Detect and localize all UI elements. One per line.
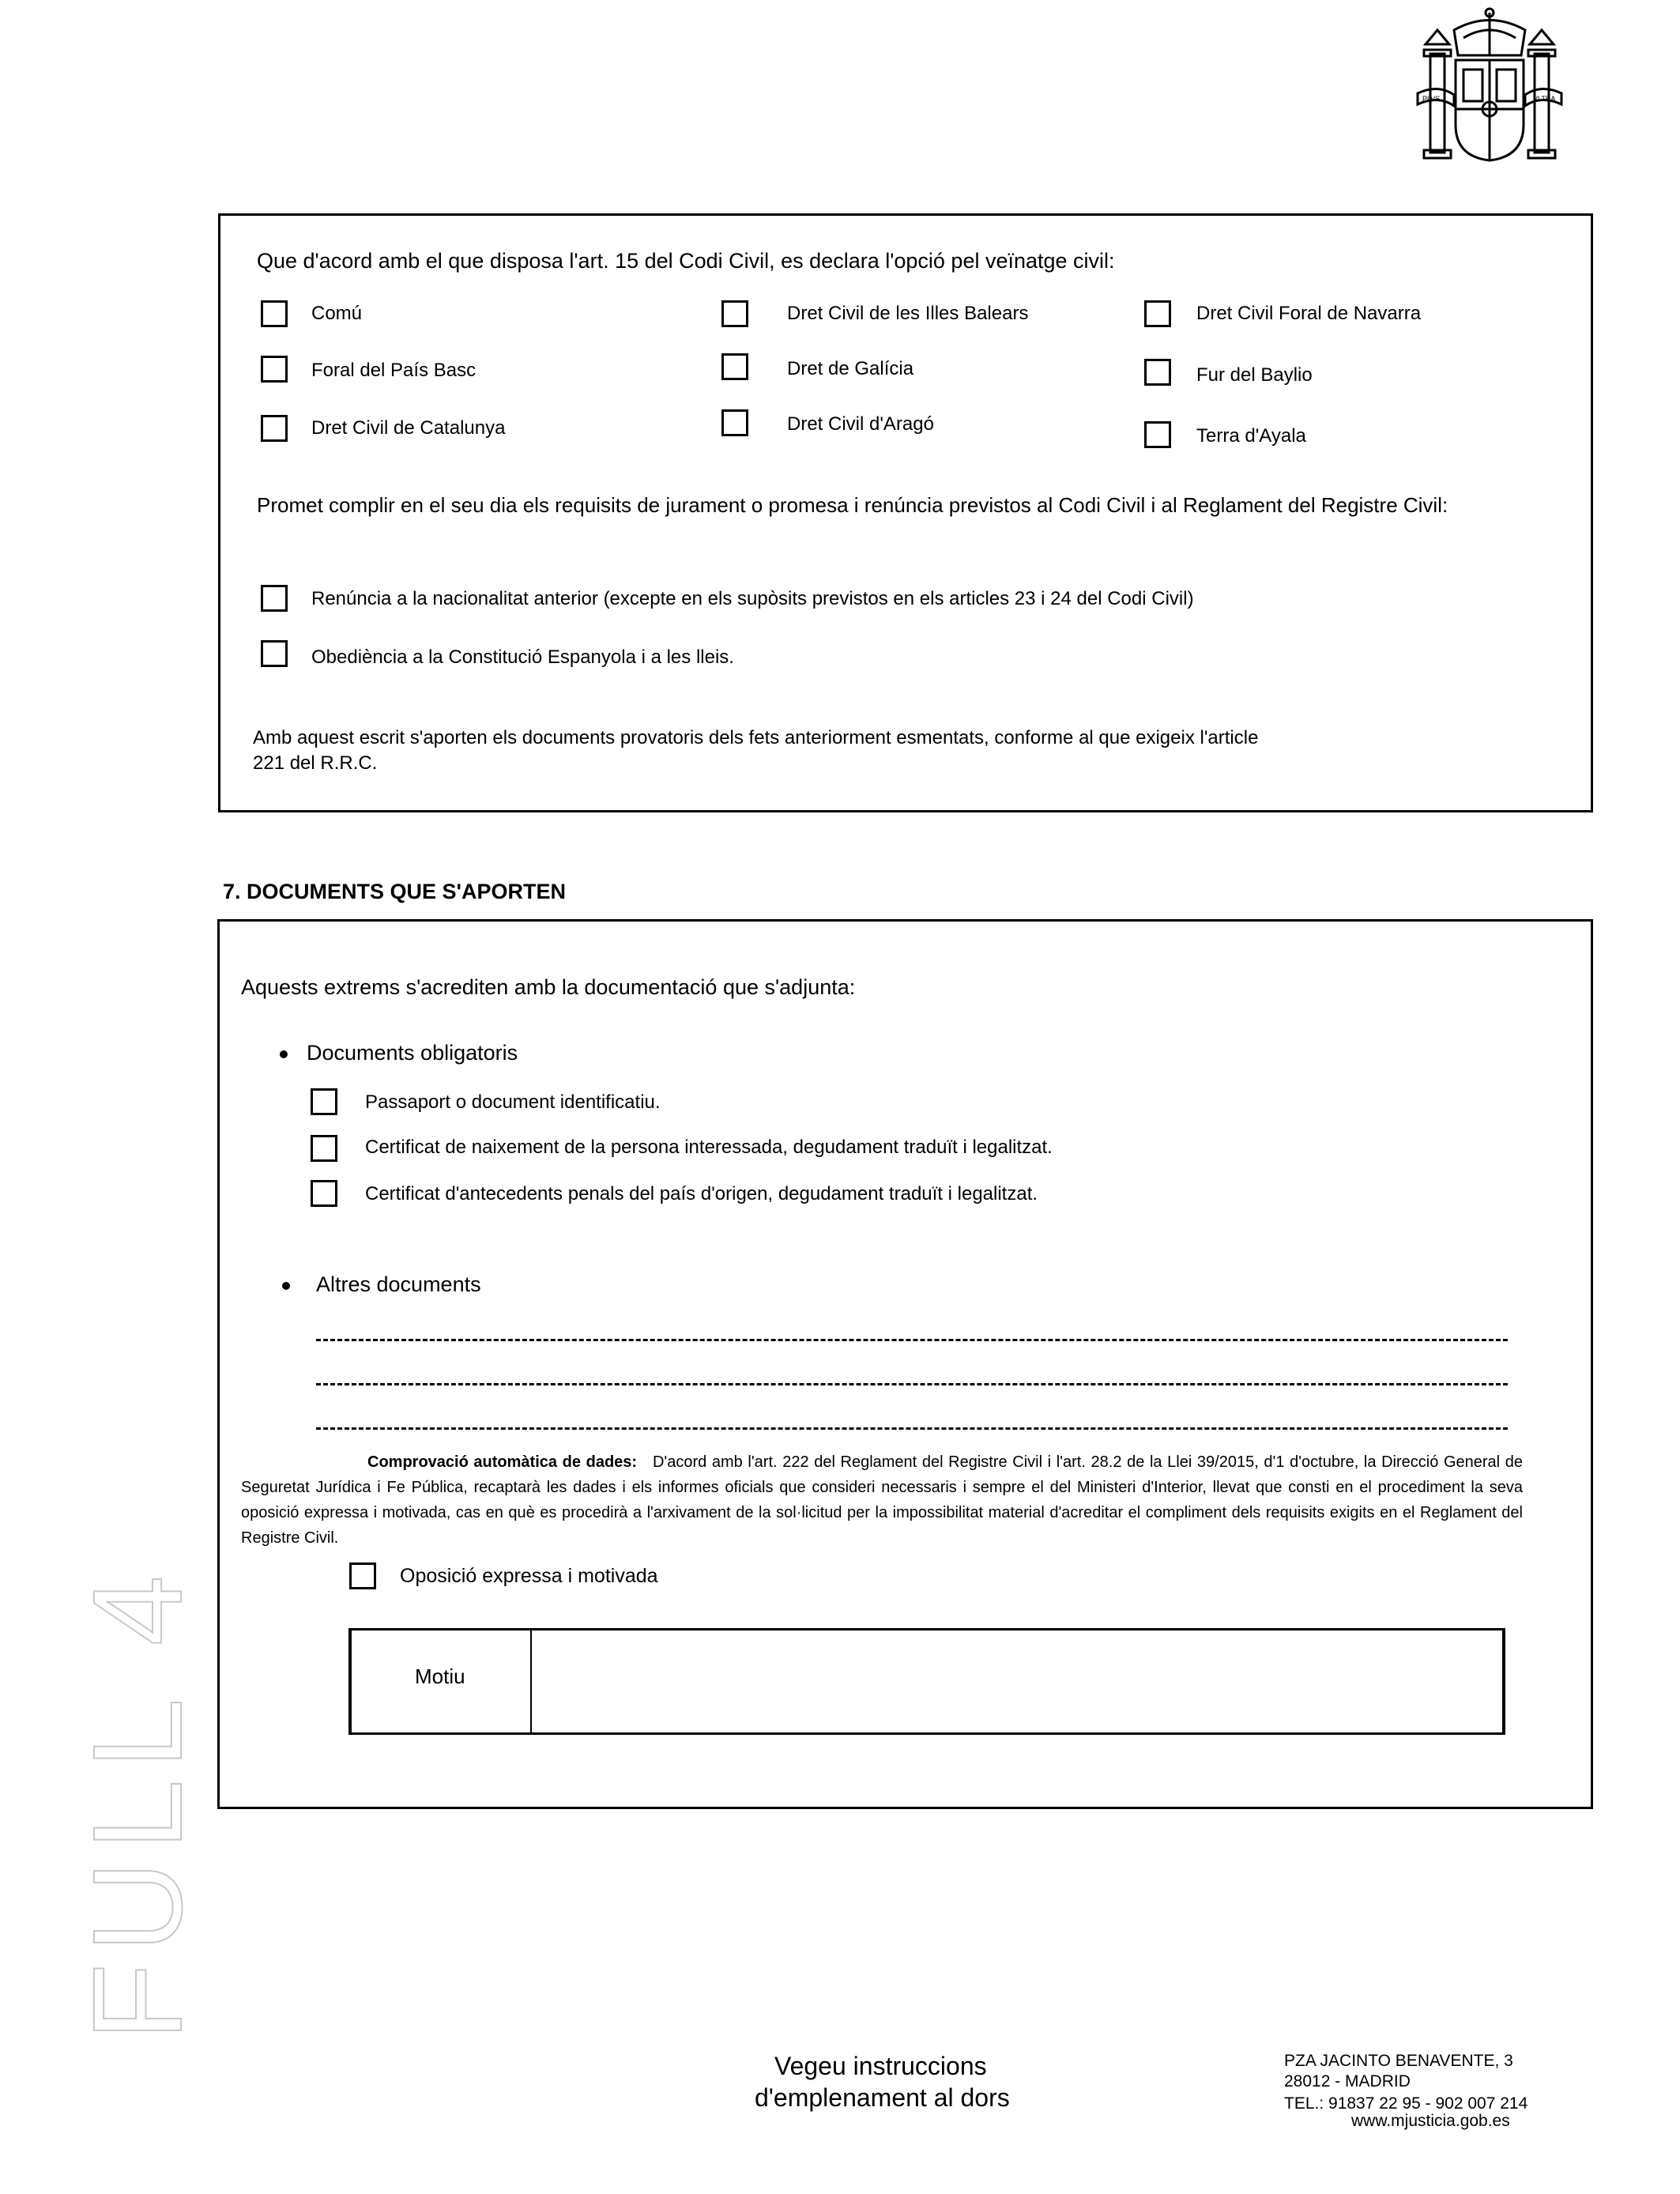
automatic-data-check-notice <box>241 1449 1523 1551</box>
option-arago-checkbox[interactable] <box>721 409 748 436</box>
closing-text-line2: 221 del R.R.C. <box>253 752 378 774</box>
footer-phone: TEL.: 91837 22 95 - 902 007 214 <box>1284 2094 1528 2113</box>
promise-intro: Promet complir en el seu dia els requisits de jurament o promesa i renúncia previstos al Codi Civil i al Reglament del Registre Civil: <box>257 493 1448 517</box>
documents-intro: Aquests extrems s'acrediten amb la documentació que s'adjunta: <box>241 975 856 999</box>
mandatory-documents-heading: Documents obligatoris <box>307 1041 518 1065</box>
footer-address-line1: PZA JACINTO BENAVENTE, 3 <box>1284 2052 1513 2070</box>
option-balears-checkbox[interactable] <box>721 300 748 327</box>
obedience-constitution-checkbox[interactable] <box>261 640 288 667</box>
option-baylio-label: Fur del Baylio <box>1196 364 1313 386</box>
option-navarra-checkbox[interactable] <box>1144 300 1171 327</box>
other-documents-line-3[interactable] <box>316 1427 1508 1430</box>
birth-certificate-label: Certificat de naixement de la persona interessada, degudament traduït i legalitzat. <box>365 1137 1053 1158</box>
other-documents-line-1[interactable] <box>316 1339 1508 1341</box>
option-comu-label: Comú <box>311 303 363 324</box>
motto-right: VLTRA <box>1533 95 1556 103</box>
motto-left: PLVS <box>1422 95 1441 103</box>
renounce-nationality-checkbox[interactable] <box>261 585 288 612</box>
birth-certificate-checkbox[interactable] <box>311 1135 337 1162</box>
option-galicia-checkbox[interactable] <box>721 353 748 380</box>
other-documents-line-2[interactable] <box>316 1383 1508 1385</box>
option-ayala-checkbox[interactable] <box>1144 421 1171 448</box>
footer-instructions-line1: Vegeu instruccions <box>774 2052 987 2080</box>
automatic-data-check-text: D'acord amb l'art. 222 del Reglament del Registre Civil i l'art. 28.2 de la Llei 39/2015, d'1 d'octubre, la Direcció General de Seguretat Jurídica i Fe Pública, recaptarà les dades i els informes oficials que consideri necessaris i sempre el del Ministeri d'Interior, llevat que consti en el procediment la seva oposició expressa i motivada, cas en què es procedirà a l'arxivament de la sol·licitud per la impossibilitat material d'acreditar el compliment dels requisits exigits en el Reglament del Registre Civil. <box>241 1453 1523 1547</box>
sheet-number-label: FULL 4 <box>66 1564 208 2041</box>
other-documents-heading: Altres documents <box>316 1272 481 1296</box>
opposition-checkbox[interactable] <box>349 1563 376 1589</box>
reason-label-cell <box>352 1630 532 1732</box>
reason-label: Motiu <box>415 1664 465 1688</box>
option-arago-label: Dret Civil d'Aragó <box>787 413 934 435</box>
bullet-icon <box>282 1282 290 1290</box>
obedience-constitution-label: Obediència a la Constitució Espanyola i a les lleis. <box>311 647 734 668</box>
footer-address-line2: 28012 - MADRID <box>1284 2072 1411 2090</box>
civil-neighborhood-intro: Que d'acord amb el que disposa l'art. 15 del Codi Civil, es declara l'opció pel veïnatge civil: <box>257 249 1115 273</box>
section-7-title: 7. DOCUMENTS QUE S'APORTEN <box>223 880 566 903</box>
option-ayala-label: Terra d'Ayala <box>1196 425 1306 447</box>
footer-instructions-line2: d'emplenament al dors <box>755 2083 1010 2112</box>
criminal-record-checkbox[interactable] <box>311 1180 337 1207</box>
option-navarra-label: Dret Civil Foral de Navarra <box>1196 303 1422 324</box>
bullet-icon <box>280 1050 288 1058</box>
closing-text-line1: Amb aquest escrit s'aporten els documents provatoris dels fets anteriorment esmentats, conforme al que exigeix l'article <box>253 727 1259 748</box>
option-catalunya-label: Dret Civil de Catalunya <box>311 417 506 439</box>
option-pais-basc-label: Foral del País Basc <box>311 360 477 381</box>
footer-website[interactable]: www.mjusticia.gob.es <box>1351 2112 1510 2130</box>
option-comu-checkbox[interactable] <box>261 300 288 327</box>
option-galicia-label: Dret de Galícia <box>787 358 914 379</box>
passport-label: Passaport o document identificatiu. <box>365 1091 661 1113</box>
option-baylio-checkbox[interactable] <box>1144 359 1171 386</box>
reason-input[interactable] <box>533 1630 1502 1732</box>
criminal-record-label: Certificat d'antecedents penals del país d'origen, degudament traduït i legalitzat. <box>365 1183 1038 1204</box>
option-pais-basc-checkbox[interactable] <box>261 356 288 383</box>
passport-checkbox[interactable] <box>311 1088 337 1115</box>
coat-of-arms-logo <box>1414 6 1565 164</box>
option-catalunya-checkbox[interactable] <box>261 415 288 442</box>
option-balears-label: Dret Civil de les Illes Balears <box>787 303 1029 324</box>
automatic-data-check-title: Comprovació automàtica de dades: <box>367 1453 638 1471</box>
renounce-nationality-label: Renúncia a la nacionalitat anterior (excepte en els supòsits previstos en els articles 23 i 24 del Codi Civil) <box>311 588 1194 609</box>
reason-table <box>348 1628 1505 1735</box>
opposition-label: Oposició expressa i motivada <box>400 1565 658 1587</box>
